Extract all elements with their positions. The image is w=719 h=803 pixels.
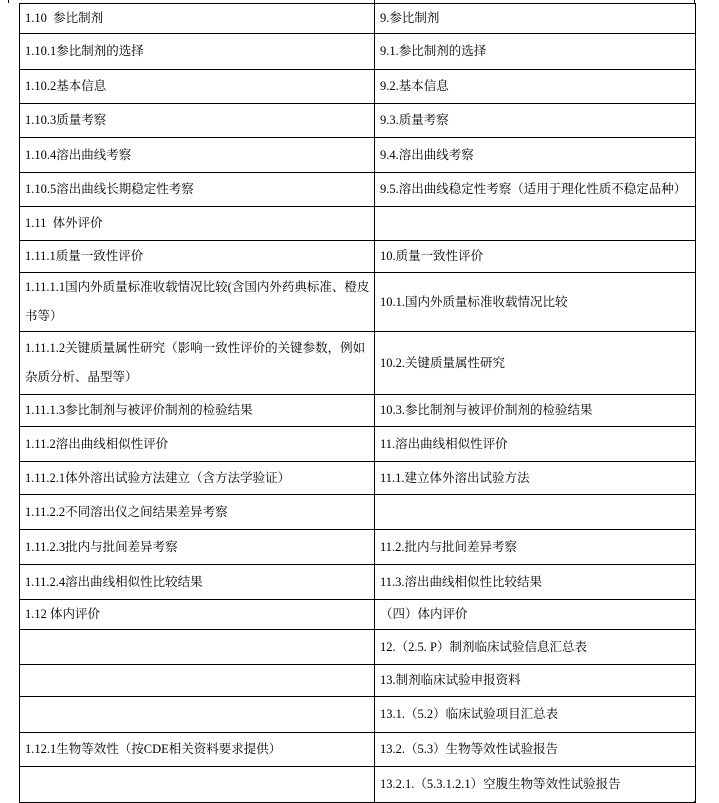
table-row: [20, 530, 696, 565]
table-row: [20, 34, 696, 70]
table-row: [20, 462, 696, 495]
table-row: [20, 207, 696, 241]
cell-right: 10.质量一致性评价: [375, 241, 696, 273]
cell-left: [20, 665, 375, 697]
cell-right: （四）体内评价: [375, 600, 696, 630]
cell-right: 13.1.（5.2）临床试验项目汇总表: [375, 697, 696, 733]
section-mapping-table: [19, 3, 696, 803]
table-row: [20, 104, 696, 138]
cell-right: 11.2.批内与批间差异考察: [375, 530, 696, 565]
table-row: [20, 395, 696, 427]
cell-right: 13.2.1.（5.3.1.2.1）空腹生物等效性试验报告: [375, 767, 696, 803]
table-row: [20, 697, 696, 733]
cell-left: 1.11.2溶出曲线相似性评价: [20, 427, 375, 462]
cell-right: 10.2.关键质量属性研究: [375, 332, 696, 395]
cell-left: 1.11.1.3参比制剂与被评价制剂的检验结果: [20, 395, 375, 427]
table-row: [20, 70, 696, 104]
table-row: [20, 241, 696, 273]
cell-right: 11.1.建立体外溶出试验方法: [375, 462, 696, 495]
table-row: [20, 665, 696, 697]
table-row: [20, 427, 696, 462]
table-row: [20, 273, 696, 332]
cell-left: 1.11.1.1国内外质量标准收载情况比较(含国内外药典标准、橙皮书等）: [20, 273, 375, 332]
cell-left: 1.10 参比制剂: [20, 4, 375, 34]
clipped-row-top-left-border: [8, 0, 9, 3]
cell-right: 11.3.溶出曲线相似性比较结果: [375, 565, 696, 600]
cell-left: [20, 697, 375, 733]
cell-right: 9.5.溶出曲线稳定性考察（适用于理化性质不稳定品种）: [375, 173, 696, 207]
cell-right: 10.1.国内外质量标准收载情况比较: [375, 273, 696, 332]
cell-right: 12.（2.5. P）制剂临床试验信息汇总表: [375, 630, 696, 665]
cell-right: 11.溶出曲线相似性评价: [375, 427, 696, 462]
table-row: [20, 630, 696, 665]
cell-left: 1.11.2.2不同溶出仪之间结果差异考察: [20, 495, 375, 530]
table-row: [20, 332, 696, 395]
cell-right: [375, 207, 696, 241]
table-row: [20, 4, 696, 34]
cell-left: [20, 630, 375, 665]
table-row: [20, 565, 696, 600]
cell-left: 1.11 体外评价: [20, 207, 375, 241]
table-row: [20, 767, 696, 803]
cell-left: 1.12.1生物等效性（按CDE相关资料要求提供）: [20, 733, 375, 767]
cell-left: 1.10.4溶出曲线考察: [20, 138, 375, 173]
cell-left: 1.11.1.2关键质量属性研究（影响一致性评价的关键参数，例如杂质分析、晶型等）: [20, 332, 375, 395]
cell-left: [20, 767, 375, 803]
table-row: [20, 495, 696, 530]
table-row: [20, 600, 696, 630]
cell-right: 9.1.参比制剂的选择: [375, 34, 696, 70]
cell-left: 1.11.2.4溶出曲线相似性比较结果: [20, 565, 375, 600]
cell-left: 1.11.1质量一致性评价: [20, 241, 375, 273]
cell-left: 1.11.2.3批内与批间差异考察: [20, 530, 375, 565]
cell-right: 9.2.基本信息: [375, 70, 696, 104]
cell-left: 1.12 体内评价: [20, 600, 375, 630]
cell-right: 10.3.参比制剂与被评价制剂的检验结果: [375, 395, 696, 427]
table-row: [20, 173, 696, 207]
cell-right: [375, 495, 696, 530]
table-row: [20, 733, 696, 767]
cell-right: 13.制剂临床试验申报资料: [375, 665, 696, 697]
cell-left: 1.10.1参比制剂的选择: [20, 34, 375, 70]
cell-left: 1.10.2基本信息: [20, 70, 375, 104]
table-row: [20, 138, 696, 173]
cell-right: 9.3.质量考察: [375, 104, 696, 138]
cell-right: 9.参比制剂: [375, 4, 696, 34]
cell-left: 1.10.5溶出曲线长期稳定性考察: [20, 173, 375, 207]
cell-left: 1.10.3质量考察: [20, 104, 375, 138]
cell-right: 13.2.（5.3）生物等效性试验报告: [375, 733, 696, 767]
cell-right: 9.4.溶出曲线考察: [375, 138, 696, 173]
cell-left: 1.11.2.1体外溶出试验方法建立（含方法学验证）: [20, 462, 375, 495]
